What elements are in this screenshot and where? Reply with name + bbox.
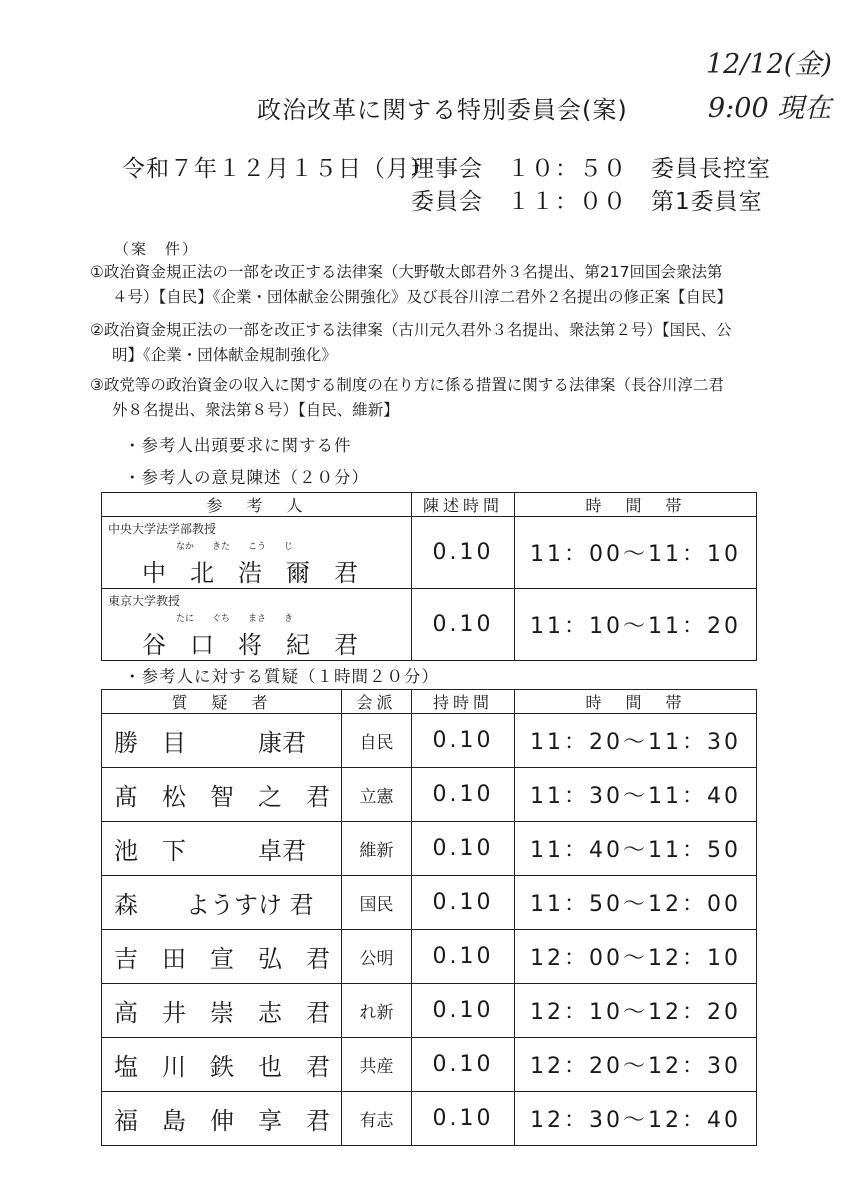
questioning-table-header: [102, 690, 757, 714]
questioning-table: [101, 689, 757, 1146]
agenda-item-3-line: ③政党等の政治資金の収入に関する制度の在り方に係る措置に関する法律案（長谷川淳二君: [90, 376, 724, 394]
party: 公明: [342, 930, 412, 984]
agenda-item-1: [90, 260, 780, 310]
table-row: [102, 984, 757, 1038]
allotted-time: 0.10: [412, 1038, 515, 1092]
time-slot: 11：00～11：10: [515, 517, 757, 589]
time-slot: 12：10～12：20: [515, 984, 757, 1038]
allotted-time: 0.10: [412, 768, 515, 822]
time-slot: 11：20～11：30: [515, 714, 757, 768]
statement-duration: 0.10: [412, 589, 515, 661]
allotted-time: 0.10: [412, 1092, 515, 1146]
agenda-item-2-line: ②政治資金規正法の一部を改正する法律案（古川元久君外３名提出、衆法第２号）【国民、公: [90, 321, 732, 339]
header-statement-time: 陳述時間: [412, 493, 515, 517]
bullet-questioning: ・参考人に対する質疑（１時間２０分）: [124, 667, 439, 686]
questioner-name: 勝 目 康君: [102, 714, 342, 768]
table-row: [102, 876, 757, 930]
bullet-witness-statements: ・参考人の意見陳述（２０分）: [124, 468, 369, 487]
handwritten-time: 9:00 現在: [708, 93, 832, 124]
time-slot: 12：20～12：30: [515, 1038, 757, 1092]
witness-cell: [102, 517, 412, 589]
time-slot: 12：30～12：40: [515, 1092, 757, 1146]
party: 共産: [342, 1038, 412, 1092]
witness-name: 中 北 浩 爾 君: [142, 559, 358, 587]
witness-ruby: たに ぐち まさ き: [176, 614, 294, 624]
agenda-item-3-cont: 外８名提出、衆法第８号）【自民、維新】: [112, 401, 399, 419]
table-row: [102, 589, 757, 661]
allotted-time: 0.10: [412, 714, 515, 768]
party: 立憲: [342, 768, 412, 822]
time-slot: 11：50～12：00: [515, 876, 757, 930]
statement-duration: 0.10: [412, 517, 515, 589]
witness-table: [101, 492, 757, 661]
allotted-time: 0.10: [412, 984, 515, 1038]
questioner-name: 吉 田 宣 弘 君: [102, 930, 342, 984]
witness-ruby: なか きた こう じ: [176, 542, 294, 552]
table-row: [102, 714, 757, 768]
time-slot: 12：00～12：10: [515, 930, 757, 984]
header-time-slot: 時 間 帯: [515, 690, 757, 714]
time-slot: 11：10～11：20: [515, 589, 757, 661]
agenda-item-3: [90, 373, 780, 423]
agenda-heading: （案 件）: [114, 240, 200, 258]
questioner-name: 福 島 伸 享 君: [102, 1092, 342, 1146]
table-row: [102, 517, 757, 589]
questioner-name: 髙 松 智 之 君: [102, 768, 342, 822]
meeting-date: 令和７年１２月１５日（月）: [122, 156, 434, 182]
witness-cell: [102, 589, 412, 661]
handwritten-date: 12/12(金): [706, 49, 832, 80]
time-slot: 11：30～11：40: [515, 768, 757, 822]
party: 国民: [342, 876, 412, 930]
witness-name: 谷 口 将 紀 君: [142, 631, 358, 659]
bullet-witness-request: ・参考人出頭要求に関する件: [124, 436, 352, 455]
agenda-item-1-line: ①政治資金規正法の一部を改正する法律案（大野敬太郎君外３名提出、第217回国会衆法第: [90, 263, 723, 281]
questioner-name: 森 ようすけ 君: [102, 876, 342, 930]
party: 自民: [342, 714, 412, 768]
board-meeting-line: 理事会 １０：５０ 委員長控室: [411, 156, 771, 182]
header-party: 会派: [342, 690, 412, 714]
allotted-time: 0.10: [412, 876, 515, 930]
table-row: [102, 768, 757, 822]
time-slot: 11：40～11：50: [515, 822, 757, 876]
table-row: [102, 822, 757, 876]
witness-affiliation: 東京大学教授: [108, 594, 181, 608]
party: れ新: [342, 984, 412, 1038]
header-questioner: 質 疑 者: [102, 690, 342, 714]
header-witness: 参 考 人: [102, 493, 412, 517]
allotted-time: 0.10: [412, 930, 515, 984]
questioner-name: 高 井 崇 志 君: [102, 984, 342, 1038]
table-row: [102, 1038, 757, 1092]
witness-affiliation: 中央大学法学部教授: [108, 522, 217, 536]
questioner-name: 塩 川 鉄 也 君: [102, 1038, 342, 1092]
header-allotted-time: 持時間: [412, 690, 515, 714]
questioner-name: 池 下 卓君: [102, 822, 342, 876]
header-time-slot: 時 間 帯: [515, 493, 757, 517]
agenda-item-2: [90, 318, 780, 368]
party: 有志: [342, 1092, 412, 1146]
party: 維新: [342, 822, 412, 876]
allotted-time: 0.10: [412, 822, 515, 876]
page-title: 政治改革に関する特別委員会(案): [257, 96, 628, 124]
table-row: [102, 930, 757, 984]
witness-table-header: [102, 493, 757, 517]
agenda-item-1-cont: ４号）【自民】《企業・団体献金公開強化》及び長谷川淳二君外２名提出の修正案【自民】: [112, 288, 733, 306]
committee-meeting-line: 委員会 １１：００ 第1委員室: [411, 189, 763, 215]
agenda-item-2-cont: 明】《企業・団体献金規制強化》: [112, 346, 337, 364]
table-row: [102, 1092, 757, 1146]
